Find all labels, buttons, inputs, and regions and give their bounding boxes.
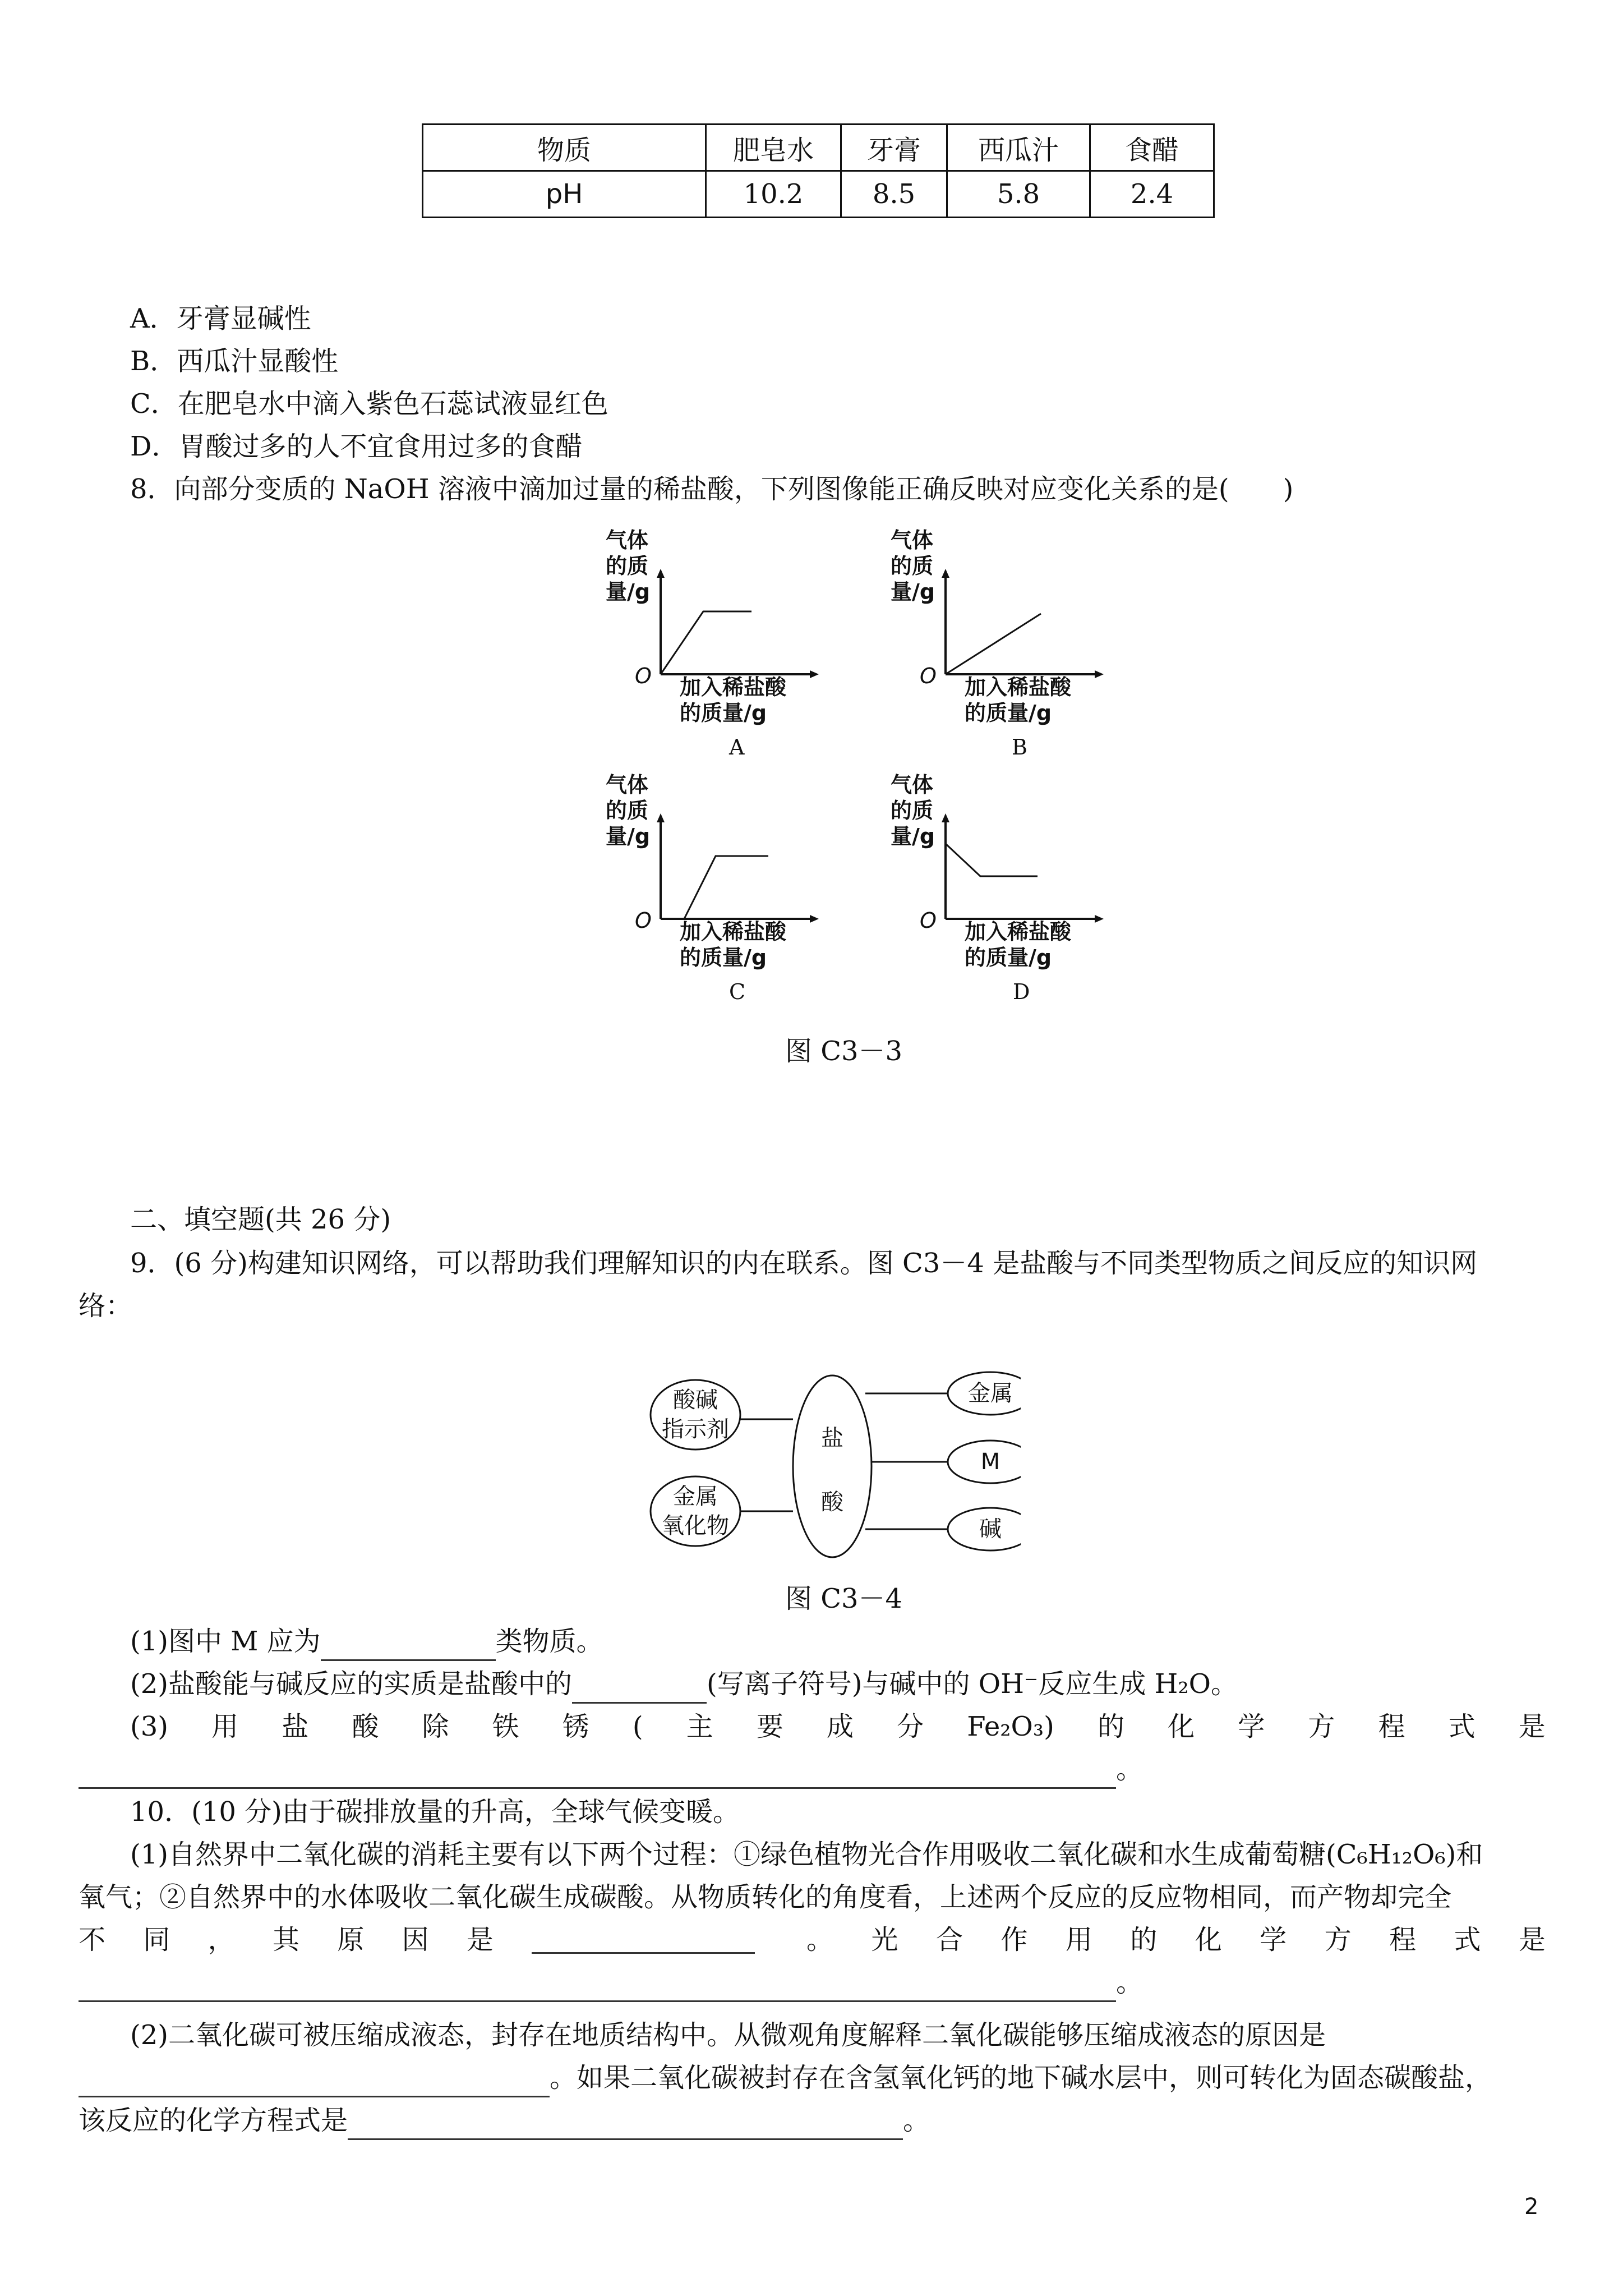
char: 原 <box>337 1924 365 1955</box>
y-axis-label: 气体 <box>891 528 934 553</box>
char: 的 <box>1130 1924 1158 1955</box>
node-m: M <box>980 1449 1000 1475</box>
node-indicator-line-1: 酸碱 <box>673 1387 718 1413</box>
period: 。 <box>1116 1754 1144 1785</box>
char: 式 <box>1454 1924 1481 1955</box>
char: 酸 <box>352 1711 379 1742</box>
y-axis-label: 的质 <box>891 554 934 578</box>
char: 要 <box>756 1711 783 1742</box>
table-cell: pH <box>423 171 706 218</box>
answer-blank[interactable] <box>532 1922 755 1954</box>
q9-part-1 <box>130 1623 603 1661</box>
q10-line-3-part-b <box>806 1922 1546 1958</box>
answer-blank[interactable] <box>79 1751 1116 1789</box>
answer-blank[interactable] <box>321 1623 496 1661</box>
node-hydrochloric-acid-line-1: 盐 <box>821 1425 843 1451</box>
option-a: A．牙膏显碱性 <box>130 303 311 334</box>
char: Fe₂O₃) <box>967 1711 1054 1742</box>
char: (3) <box>130 1711 168 1742</box>
graph-letter: D <box>1013 979 1030 1004</box>
q10-part-1-line-2: 氧气；②自然界中的水体吸收二氧化碳生成碳酸。从物质转化的角度看，上述两个反应的反应物相同，而产物却完全 <box>79 1881 1452 1913</box>
q10-part-1-line-1: (1)自然界中二氧化碳的消耗主要有以下两个过程：①绿色植物光合作用吸收二氧化碳和水生成葡萄糖(C₆H₁₂O₆)和 <box>130 1839 1483 1870</box>
y-axis-label: 量/g <box>891 579 935 604</box>
origin-label: O <box>920 908 937 933</box>
char: 学 <box>1238 1711 1265 1742</box>
y-axis-label: 量/g <box>891 824 935 849</box>
x-axis-label: 的质量/g <box>680 945 767 970</box>
origin-label: O <box>635 664 652 688</box>
ph-table <box>422 123 1215 218</box>
char: 因 <box>402 1924 429 1955</box>
char: 分 <box>897 1711 924 1742</box>
char: 作 <box>1000 1924 1028 1955</box>
char: ( <box>632 1711 643 1742</box>
q9-part-3 <box>130 1709 1546 1745</box>
question-9-line-2: 络： <box>79 1290 133 1322</box>
char: 合 <box>935 1924 963 1955</box>
graph-letter: A <box>729 735 745 760</box>
char: 铁 <box>492 1711 519 1742</box>
char: 除 <box>422 1711 449 1742</box>
char: 锈 <box>562 1711 589 1742</box>
char: 方 <box>1324 1924 1352 1955</box>
char: 化 <box>1168 1711 1195 1742</box>
y-axis-label: 量/g <box>606 579 651 604</box>
answer-blank[interactable] <box>572 1666 707 1704</box>
table-cell: 10.2 <box>706 171 841 218</box>
y-axis-label: 气体 <box>606 528 649 553</box>
figure-caption-c3-4: 图 C3－4 <box>785 1583 903 1614</box>
y-axis-label: 量/g <box>606 824 651 849</box>
node-base: 碱 <box>979 1516 1002 1542</box>
node-hydrochloric-acid-line-2: 酸 <box>821 1489 843 1515</box>
x-axis-label: 的质量/g <box>965 701 1052 725</box>
graph-letter: B <box>1012 735 1027 760</box>
node-metal-oxide-line-2: 氧化物 <box>662 1513 729 1539</box>
char: 方 <box>1308 1711 1335 1742</box>
answer-blank[interactable] <box>348 2102 903 2140</box>
table-cell: 2.4 <box>1090 171 1214 218</box>
node-indicator-line-2: 指示剂 <box>662 1416 729 1442</box>
q10-part-2-line-3-text: 该反应的化学方程式是 <box>79 2105 348 2136</box>
y-axis-label: 的质 <box>606 798 649 823</box>
char: 的 <box>1097 1711 1124 1742</box>
node-metal: 金属 <box>968 1381 1013 1406</box>
q10-line-3-part-a <box>79 1922 494 1958</box>
table-cell: 食醋 <box>1090 125 1214 171</box>
x-axis-label: 加入稀盐酸 <box>680 675 787 700</box>
x-axis-label: 的质量/g <box>680 701 767 725</box>
origin-label: O <box>920 664 937 688</box>
question-8: 8．向部分变质的 NaOH 溶液中滴加过量的稀盐酸，下列图像能正确反映对应变化关系的是( ) <box>130 473 1294 505</box>
char: 主 <box>686 1711 713 1742</box>
section-title: 二、填空题(共 26 分) <box>130 1204 391 1235</box>
page-number: 2 <box>1524 2194 1539 2220</box>
option-d: D．胃酸过多的人不宜食用过多的食醋 <box>130 431 583 462</box>
q9-part-1-prefix: (1)图中 M 应为 <box>130 1626 321 1657</box>
table-cell: 5.8 <box>947 171 1090 218</box>
char: 用 <box>1065 1924 1092 1955</box>
char: 成 <box>826 1711 854 1742</box>
char: 是 <box>1518 1711 1546 1742</box>
period: 。 <box>1116 1967 1144 1998</box>
q10-part-2-line-3 <box>79 2102 930 2140</box>
graph-a <box>601 527 848 763</box>
table-cell: 物质 <box>423 125 706 171</box>
char: 盐 <box>282 1711 309 1742</box>
q9-part-3-answer-line <box>79 1751 1143 1789</box>
y-axis-label: 气体 <box>606 772 649 797</box>
q9-part-1-suffix: 类物质。 <box>495 1626 603 1657</box>
table-cell: 8.5 <box>841 171 947 218</box>
q10-part-2-line-2-text: 。如果二氧化碳被封存在含氢氧化钙的地下碱水层中，则可转化为固态碳酸盐， <box>550 2062 1492 2093</box>
char: 用 <box>211 1711 239 1742</box>
origin-label: O <box>635 908 652 933</box>
table-cell: 肥皂水 <box>706 125 841 171</box>
char: 式 <box>1448 1711 1476 1742</box>
table-cell: 西瓜汁 <box>947 125 1090 171</box>
q10-part-1-line-3 <box>79 1922 1546 1958</box>
char: 不 <box>79 1924 106 1955</box>
char: 光 <box>871 1924 898 1955</box>
knowledge-network-diagram <box>645 1369 1021 1604</box>
graph-d <box>886 772 1133 1007</box>
x-axis-label: 加入稀盐酸 <box>965 919 1072 944</box>
answer-blank[interactable] <box>79 2060 550 2097</box>
y-axis-label: 的质 <box>891 798 934 823</box>
question-10-title: 10．(10 分)由于碳排放量的升高，全球气候变暖。 <box>130 1796 740 1828</box>
q9-part-2 <box>130 1666 1238 1704</box>
char: 程 <box>1378 1711 1405 1742</box>
q10-part-2-line-2 <box>79 2060 1492 2097</box>
table-cell: 牙膏 <box>841 125 947 171</box>
y-axis-label: 气体 <box>891 772 934 797</box>
figure-caption-c3-3: 图 C3－3 <box>785 1036 903 1067</box>
q10-part-2-line-1: (2)二氧化碳可被压缩成液态，封存在地质结构中。从微观角度解释二氧化碳能够压缩成液态的原因是 <box>130 2019 1326 2051</box>
char: ， <box>208 1924 235 1955</box>
x-axis-label: 加入稀盐酸 <box>680 919 787 944</box>
q9-part-2-suffix: (写离子符号)与碱中的 OH⁻反应生成 H₂O。 <box>707 1668 1238 1700</box>
table-row <box>423 125 1214 171</box>
answer-blank[interactable] <box>79 1964 1116 2002</box>
graph-b <box>886 527 1133 763</box>
option-c: C．在肥皂水中滴入紫色石蕊试液显红色 <box>130 388 608 420</box>
char: 化 <box>1195 1924 1222 1955</box>
q9-part-2-prefix: (2)盐酸能与碱反应的实质是盐酸中的 <box>130 1668 572 1700</box>
char: 是 <box>466 1924 494 1955</box>
y-axis-label: 的质 <box>606 554 649 578</box>
question-9-line-1: 9．(6 分)构建知识网络，可以帮助我们理解知识的内在联系。图 C3－4 是盐酸与不同类型物质之间反应的知识网 <box>130 1248 1478 1279</box>
node-metal-oxide-line-1: 金属 <box>673 1484 718 1510</box>
char: 是 <box>1518 1924 1546 1955</box>
graph-letter: C <box>729 979 746 1004</box>
x-axis-label: 加入稀盐酸 <box>965 675 1072 700</box>
option-b: B．西瓜汁显酸性 <box>130 346 339 377</box>
q10-part-1-answer-line <box>79 1964 1143 2002</box>
table-row <box>423 171 1214 218</box>
graph-c <box>601 772 848 1007</box>
char: 同 <box>143 1924 170 1955</box>
char: 学 <box>1260 1924 1287 1955</box>
period: 。 <box>903 2105 930 2136</box>
x-axis-label: 的质量/g <box>965 945 1052 970</box>
char: 其 <box>272 1924 299 1955</box>
char: 。 <box>806 1924 834 1955</box>
char: 程 <box>1389 1924 1417 1955</box>
